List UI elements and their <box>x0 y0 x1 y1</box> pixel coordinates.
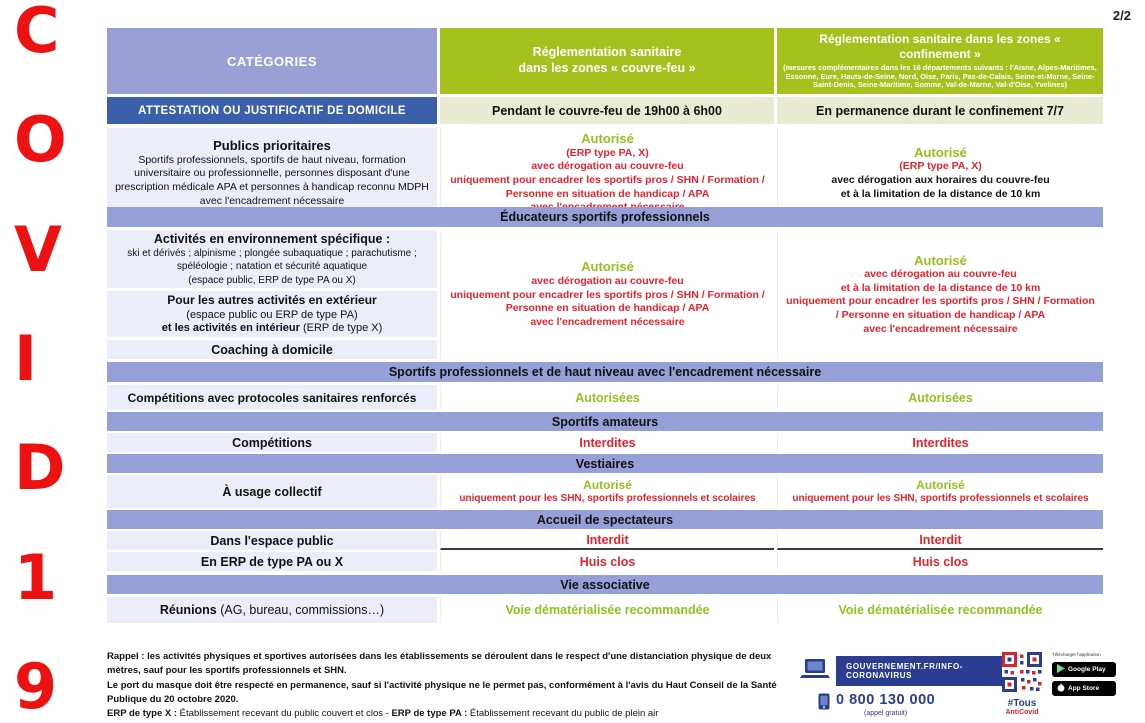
category-title: Compétitions <box>232 435 312 450</box>
header-couvre-feu <box>440 28 774 94</box>
header-categories: CATÉGORIES <box>107 28 437 94</box>
footer-gouvernement-block <box>800 656 1010 717</box>
category-title-bold: Réunions <box>159 603 217 617</box>
category-autres-activites <box>107 291 437 337</box>
laptop-icon <box>800 658 830 685</box>
footer-app-block <box>1000 652 1116 717</box>
covid-letter: V <box>14 212 62 286</box>
category-line3 <box>162 322 383 335</box>
detail-line: (ERP type PA, X) <box>566 146 649 159</box>
band-row <box>107 412 1106 431</box>
category-activites-specifiques <box>107 230 437 288</box>
apple-icon <box>1057 683 1065 694</box>
section-educateurs-rows <box>107 230 1106 359</box>
phone-icon <box>818 693 830 715</box>
category-usage-collectif <box>107 475 437 508</box>
erp-pa-label: ERP de type PA : <box>391 708 468 719</box>
detail-line: avec dérogation aux horaires du couvre-feu <box>831 173 1050 186</box>
footer-note-erp <box>107 707 787 721</box>
category-coaching-domicile <box>107 340 437 359</box>
band-row <box>107 575 1106 594</box>
category-title: Publics prioritaires <box>213 137 331 153</box>
header-confinement-subtitle: (mesures complémentaires dans les 16 départements suivants : l'Aisne, Alpes-Maritimes, Essonne, Eure, Hauts-de-Seine, Nord, Oise, Paris, Pas-de-Calais, Seine-et-Marne, Seine-Saint-Denis, Seine-Maritime, Somme, Val-de-Marne, Val-d'Oise, Yvelines) <box>783 62 1097 90</box>
category-title: Coaching à domicile <box>211 342 333 357</box>
row-usage-collectif <box>107 475 1106 508</box>
category-description: (espace public ou ERP de type PA) <box>186 308 358 321</box>
table-header-row <box>107 28 1106 94</box>
detail-line: uniquement pour les SHN, sportifs professionnels et scolaires <box>459 493 756 505</box>
cell-espace-confinement: Interdit <box>777 531 1103 550</box>
vertical-covid19-title <box>10 0 102 723</box>
footer-note-masque: Le port du masque doit être respecté en permanence, sauf si l'activité physique ne le permet pas, conformément à l'avis du Haut Conseil de la Santé Publique du 20 octobre 2020. <box>107 679 777 705</box>
band-row <box>107 454 1106 473</box>
qr-code-icon[interactable] <box>1002 652 1042 697</box>
detail-line: avec dérogation au couvre-feu <box>531 275 684 288</box>
category-espace-public <box>107 531 437 550</box>
section-band-sportifs-pro: Sportifs professionnels et de haut niveau avec l'encadrement nécessaire <box>107 362 1103 382</box>
category-title <box>160 603 384 617</box>
detail-line: et à la limitation de la distance de 10 km <box>840 281 1041 294</box>
status-autorise: Autorisé <box>914 252 967 268</box>
category-description: ski et dérivés ; alpinisme ; plongée subaquatique ; parachutisme ; spéléologie ; natation et sécurité aquatique <box>127 247 417 272</box>
status-autorise: Autorisé <box>581 131 634 146</box>
cell-educateurs-confinement <box>777 230 1103 359</box>
cell-competitions-confinement: Interdites <box>777 433 1103 452</box>
erp-pa-text: Établissement recevant du public de plein air <box>467 708 659 719</box>
cell-reunions-couvre-feu: Voie dématérialisée recommandée <box>440 597 774 623</box>
row-espace-public <box>107 531 1106 550</box>
footer-notes <box>107 650 787 721</box>
footer-note-rappel: Rappel : les activités physiques et sportives autorisées dans les établissements se déroulent dans le respect d'une distanciation physique de deux mètres, sauf pour les sportifs professionnels et SHN. <box>107 651 772 677</box>
covid-letter: O <box>14 103 67 177</box>
detail-line: uniquement pour les SHN, sportifs professionnels et scolaires <box>792 493 1089 505</box>
subheader-row <box>107 97 1106 124</box>
google-play-label: Google Play <box>1068 666 1106 673</box>
detail-line: uniquement pour encadrer les sportifs pros / SHN / Formation / Personne en situation de handicap / APA <box>450 288 765 315</box>
google-play-badge[interactable] <box>1052 662 1116 677</box>
row-publics-prioritaires <box>107 128 1106 207</box>
category-competitions-protocoles <box>107 385 437 410</box>
cell-usage-couvre-feu <box>440 475 774 508</box>
subheader-confinement: En permanence durant le confinement 7/7 <box>777 97 1103 124</box>
covid-letter: D <box>14 431 66 505</box>
detail-line: et à la limitation de la distance de 10 km <box>840 187 1041 200</box>
covid-letter: 1 <box>14 540 58 614</box>
category-title: Dans l'espace public <box>210 533 334 548</box>
tousanticovid-hashtag: #Tous <box>1007 698 1037 709</box>
category-reunions <box>107 597 437 623</box>
status-autorise: Autorisé <box>914 144 967 160</box>
detail-line: avec l'encadrement nécessaire <box>863 322 1018 335</box>
category-title: À usage collectif <box>222 484 322 499</box>
regulations-table <box>107 28 1106 623</box>
gouvernement-url-link[interactable]: GOUVERNEMENT.FR/INFO-CORONAVIRUS <box>836 656 1010 686</box>
cell-protocoles-couvre-feu: Autorisées <box>440 385 774 410</box>
cell-reunions-confinement: Voie dématérialisée recommandée <box>777 597 1103 623</box>
section-band-vestiaires: Vestiaires <box>107 454 1103 473</box>
band-row <box>107 510 1106 529</box>
app-store-badge[interactable] <box>1052 681 1116 696</box>
detail-line: uniquement pour encadrer les sportifs pros / SHN / Formation / Personne en situation de handicap / APA <box>450 173 765 200</box>
phone-note: (appel gratuit) <box>864 709 908 717</box>
status-autorise: Autorisé <box>583 477 632 492</box>
covid-letter: 9 <box>14 650 58 723</box>
section-band-vie-associative: Vie associative <box>107 575 1103 594</box>
category-title: Pour les autres activités en extérieur <box>167 292 377 307</box>
category-description: Sportifs professionnels, sportifs de haut niveau, formation universitaire ou professionnelle, personnes disposant d'une prescription médicale APA et personnes à handicap reconnu MDPH avec l'encadrement nécessaire <box>115 153 429 207</box>
tousanticovid-name: AntiCovid <box>1005 709 1039 716</box>
row-competitions-protocoles <box>107 385 1106 410</box>
cell-espace-couvre-feu: Interdit <box>440 531 774 550</box>
band-row <box>107 207 1106 227</box>
cell-erp-confinement: Huis clos <box>777 552 1103 571</box>
header-confinement-title: Réglementation sanitaire dans les zones « confinement » <box>819 31 1061 61</box>
header-confinement <box>777 28 1103 94</box>
covid-letter: C <box>14 0 60 67</box>
phone-number-link[interactable]: 0 800 130 000 <box>836 692 936 708</box>
category-title: Activités en environnement spécifique : <box>153 231 391 246</box>
category-erp <box>107 552 437 571</box>
subheader-couvre-feu: Pendant le couvre-feu de 19h00 à 6h00 <box>440 97 774 124</box>
header-couvre-feu-line2: dans les zones « couvre-feu » <box>518 61 696 75</box>
category-publics-prioritaires <box>107 128 437 218</box>
detail-line: avec dérogation au couvre-feu <box>531 160 684 173</box>
row-erp <box>107 552 1106 571</box>
covid-letter: I <box>14 322 38 396</box>
cell-educateurs-couvre-feu <box>440 230 774 359</box>
detail-line: (ERP type PA, X) <box>899 160 982 173</box>
band-row <box>107 362 1106 382</box>
subheader-attestation: ATTESTATION OU JUSTIFICATIF DE DOMICILE <box>107 97 437 124</box>
header-couvre-feu-line1: Réglementation sanitaire <box>532 45 682 60</box>
cell-competitions-couvre-feu: Interdites <box>440 433 774 452</box>
row-reunions <box>107 597 1106 623</box>
google-play-icon <box>1057 664 1065 675</box>
detail-line: avec dérogation au couvre-feu <box>864 268 1017 281</box>
category-line3-normal: (ERP de type X) <box>299 322 383 335</box>
status-autorise: Autorisé <box>581 259 634 275</box>
section-band-educateurs: Éducateurs sportifs professionnels <box>107 207 1103 227</box>
erp-x-label: ERP de type X : <box>107 708 178 719</box>
educateurs-categories <box>107 230 437 359</box>
category-title-normal: (AG, bureau, commissions…) <box>216 603 385 617</box>
detail-line: uniquement pour encadrer les sportifs pros / SHN / Formation / Personne en situation de handicap / APA <box>786 295 1095 322</box>
category-title: Compétitions avec protocoles sanitaires renforcés <box>127 390 417 405</box>
cell-protocoles-confinement: Autorisées <box>777 385 1103 410</box>
category-title: En ERP de type PA ou X <box>200 554 344 569</box>
detail-line: avec l'encadrement nécessaire <box>530 315 685 328</box>
app-store-label: App Store <box>1068 685 1100 692</box>
download-app-label: Télécharger l'application <box>1052 652 1101 657</box>
status-autorise: Autorisé <box>916 477 965 492</box>
cell-publics-confinement <box>777 128 1103 218</box>
erp-x-text: Établissement recevant du public couvert et clos - <box>177 708 392 719</box>
section-band-accueil-spectateurs: Accueil de spectateurs <box>107 510 1103 529</box>
category-line3-bold: et les activités en intérieur <box>161 322 300 335</box>
cell-publics-couvre-feu <box>440 128 774 218</box>
cell-usage-confinement <box>777 475 1103 508</box>
cell-erp-couvre-feu: Huis clos <box>440 552 774 571</box>
row-competitions <box>107 433 1106 452</box>
page-number: 2/2 <box>1112 8 1131 23</box>
section-band-sportifs-amateurs: Sportifs amateurs <box>107 412 1103 431</box>
category-competitions <box>107 433 437 452</box>
category-note: (espace public, ERP de type PA ou X) <box>188 274 356 286</box>
